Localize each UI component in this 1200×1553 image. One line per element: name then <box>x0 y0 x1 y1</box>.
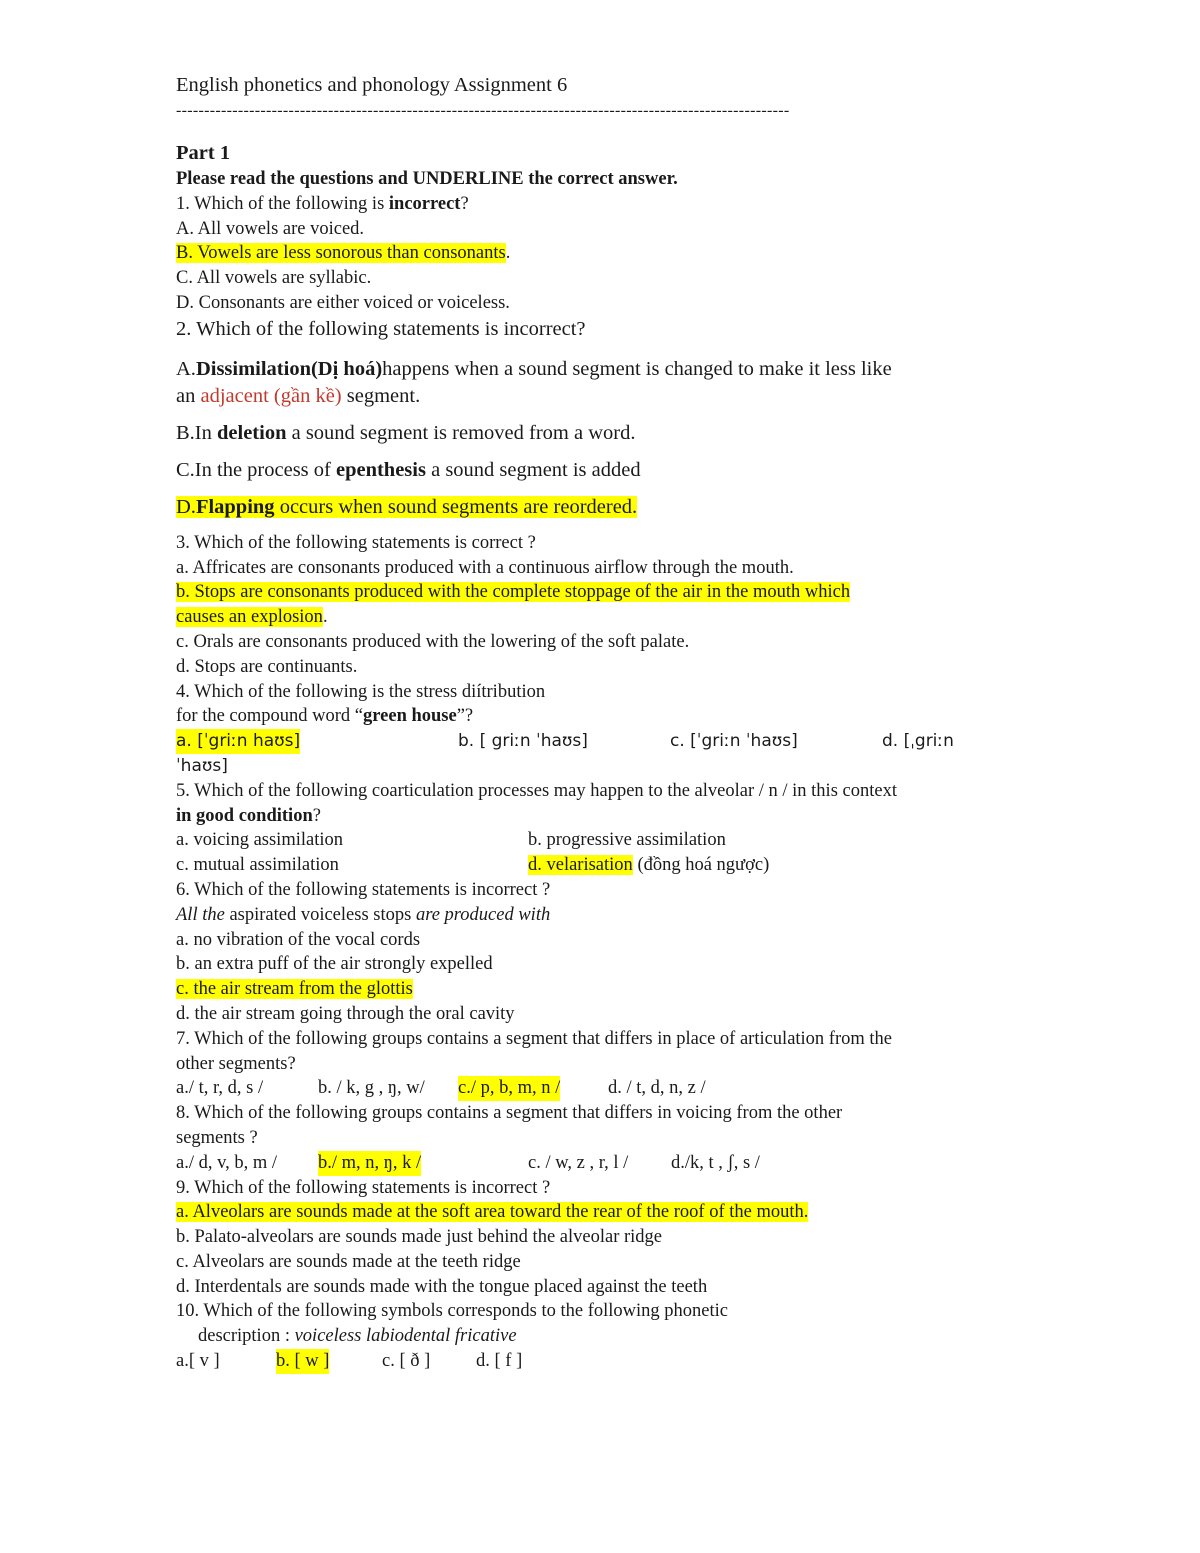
q9-option-d: d. Interdentals are sounds made with the tongue placed against the teeth <box>176 1276 708 1297</box>
q2-option-b: B.In deletion a sound segment is removed from a word. <box>176 421 636 444</box>
q8-option-d: d./k, t , ʃ, s / <box>671 1152 760 1173</box>
q9-stem: 9. Which of the following statements is incorrect ? <box>176 1177 551 1198</box>
q7-option-b: b. / k, g , ŋ, w/ <box>318 1078 425 1099</box>
q2-stem: 2. Which of the following statements is incorrect? <box>176 317 586 340</box>
q10-option-b: b. [ w ] <box>276 1349 329 1374</box>
q3-option-a: a. Affricates are consonants produced with a continuous airflow through the mouth. <box>176 557 794 578</box>
q7-option-d: d. / t, d, n, z / <box>608 1078 706 1099</box>
part-label: Part 1 <box>176 142 231 164</box>
q1-option-d: D. Consonants are either voiced or voiceless. <box>176 292 510 313</box>
q1-option-a: A. All vowels are voiced. <box>176 218 365 239</box>
q10-option-c: c. [ ð ] <box>382 1351 431 1372</box>
q9-option-a: a. Alveolars are sounds made at the soft area toward the rear of the roof of the mouth. <box>176 1202 809 1223</box>
q4-stem-line2: for the compound word “green house”? <box>176 706 474 727</box>
q8-option-a: a./ d, v, b, m / <box>176 1152 278 1173</box>
q2-option-d: D.Flapping occurs when sound segments are reordered. <box>176 495 638 518</box>
q5-option-c: c. mutual assimilation <box>176 855 339 876</box>
document-page <box>176 70 1026 1374</box>
q5-options-row2 <box>176 853 1026 878</box>
q5-stem-line1: 5. Which of the following coarticulation processes may happen to the alveolar / n / in this context <box>176 780 897 801</box>
q8-option-c: c. / w, z , r, l / <box>528 1152 629 1173</box>
q5-stem-line2: in good condition? <box>176 805 321 826</box>
q2-option-a: A.Dissimilation(Dị hoá)happens when a sound segment is changed to make it less like an adjacent (gần kề) segment. <box>176 357 892 407</box>
q7-stem-line1: 7. Which of the following groups contains a segment that differs in place of articulation from the <box>176 1028 892 1049</box>
q6-option-a: a. no vibration of the vocal cords <box>176 929 421 950</box>
q4-stem-line1: 4. Which of the following is the stress diítribution <box>176 681 546 702</box>
document-title: English phonetics and phonology Assignment 6 <box>176 74 568 96</box>
q4-options <box>176 729 1026 754</box>
q6-option-d: d. the air stream going through the oral cavity <box>176 1003 515 1024</box>
q7-stem-line2: other segments? <box>176 1053 296 1074</box>
q4-option-a: a. [ˈgriːn haʊs] <box>176 729 300 754</box>
q10-stem-line2: description : voiceless labiodental fricative <box>198 1326 517 1347</box>
q5-option-a: a. voicing assimilation <box>176 830 343 851</box>
q5-option-d: d. velarisation (đồng hoá ngược) <box>528 855 770 876</box>
q10-option-d: d. [ f ] <box>476 1351 523 1372</box>
q3-option-b: b. Stops are consonants produced with the complete stoppage of the air in the mouth which causes an explosion. <box>176 582 851 628</box>
q6-stem: 6. Which of the following statements is incorrect ? <box>176 879 551 900</box>
q3-option-c: c. Orals are consonants produced with the lowering of the soft palate. <box>176 631 690 652</box>
q1-option-c: C. All vowels are syllabic. <box>176 268 372 289</box>
q5-options-row1 <box>176 828 1026 853</box>
q10-stem-line1: 10. Which of the following symbols corresponds to the following phonetic <box>176 1301 729 1322</box>
q8-option-b: b./ m, n, ŋ, k / <box>318 1151 421 1176</box>
q5-option-b: b. progressive assimilation <box>528 830 726 851</box>
q7-option-c: c./ p, b, m, n / <box>458 1076 560 1101</box>
header-rule: ------------------------------------------------------------------------------------------------------------- <box>176 102 790 119</box>
q3-option-d: d. Stops are continuants. <box>176 656 358 677</box>
q8-stem-line2: segments ? <box>176 1127 258 1148</box>
q2-option-c: C.In the process of epenthesis a sound segment is added <box>176 458 641 481</box>
q1-option-b: B. Vowels are less sonorous than consonants. <box>176 243 511 264</box>
q6-option-b: b. an extra puff of the air strongly expelled <box>176 954 493 975</box>
q8-options <box>176 1151 1026 1176</box>
q4-option-d: d. [ˌgriːn <box>882 731 954 752</box>
q10-options <box>176 1349 1026 1374</box>
q1-stem: 1. Which of the following is incorrect? <box>176 193 469 214</box>
q6-option-c: c. the air stream from the glottis <box>176 979 413 1000</box>
part-instruction: Please read the questions and UNDERLINE the correct answer. <box>176 169 678 189</box>
q10-option-a: a.[ v ] <box>176 1351 220 1372</box>
q3-stem: 3. Which of the following statements is correct ? <box>176 532 536 553</box>
q9-option-b: b. Palato-alveolars are sounds made just behind the alveolar ridge <box>176 1227 662 1248</box>
q6-lead: All the aspirated voiceless stops are produced with <box>176 904 551 925</box>
q4-option-c: c. [ˈgriːn ˈhaʊs] <box>670 731 798 752</box>
q8-stem-line1: 8. Which of the following groups contains a segment that differs in voicing from the other <box>176 1103 843 1124</box>
q7-options <box>176 1076 1026 1101</box>
q4-option-d-cont: ˈhaʊs] <box>176 755 228 776</box>
q4-option-b: b. [ griːn ˈhaʊs] <box>458 731 588 752</box>
q7-option-a: a./ t, r, d, s / <box>176 1078 264 1099</box>
q9-option-c: c. Alveolars are sounds made at the teeth ridge <box>176 1251 521 1272</box>
